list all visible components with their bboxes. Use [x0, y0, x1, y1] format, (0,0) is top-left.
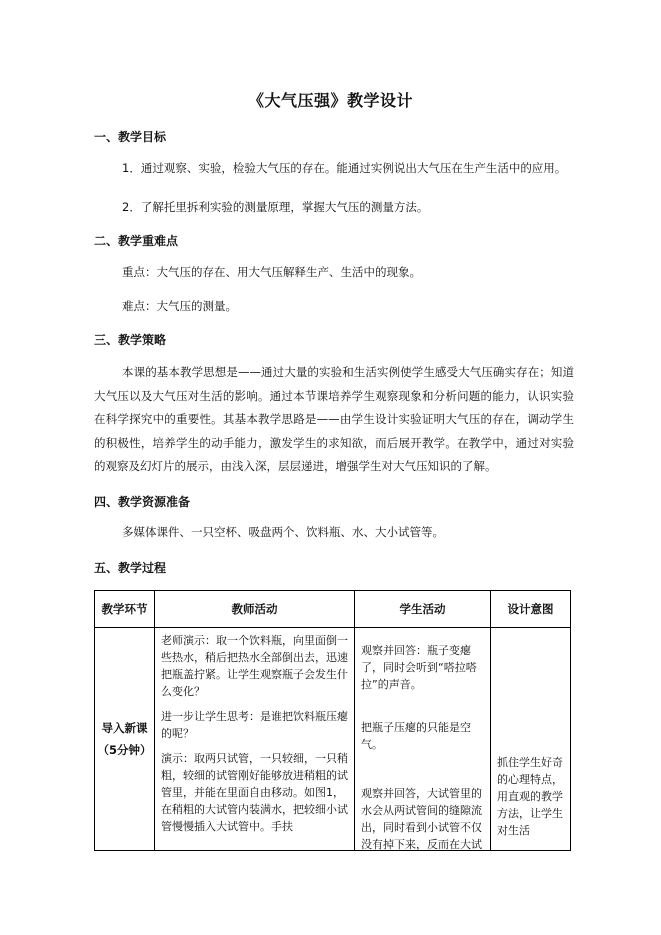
stage-name: 导入新课: [101, 721, 148, 735]
objective-item-1: 1．通过观察、实验，检验大气压的存在。能通过实例说出大气压在生产生活中的应用。: [122, 161, 567, 175]
page-title: 《大气压强》教学设计: [247, 91, 413, 110]
header-student-activity: 学生活动: [355, 591, 491, 628]
section-heading-key-points: 二、教学重难点: [94, 234, 179, 248]
resources-text: 多媒体课件、一只空杯、吸盘两个、饮料瓶、水、大小试管等。: [122, 525, 444, 539]
table-header-row: [95, 591, 571, 628]
design-intent-text: 抓住学生好奇的心理特点，用直观的教学方法，让学生对生活: [497, 756, 563, 837]
teacher-activity-3: 演示：取两只试管，一只较细，一只稍粗，较细的试管刚好能够放进稍粗的试管里，并能在里面自由移动。如图1，在稍粗的大试管内装满水，把较细小试管慢慢插入大试管中。手扶: [161, 752, 348, 833]
difficult-point-text: 难点：大气压的测量。: [122, 299, 237, 313]
section-heading-objectives: 一、教学目标: [94, 130, 167, 144]
key-point-text: 重点：大气压的存在、用大气压解释生产、生活中的现象。: [122, 265, 421, 279]
stage-duration: （5分钟）: [97, 743, 152, 757]
stage-cell: [95, 628, 155, 851]
strategy-paragraph: 本课的基本教学思想是——通过大量的实验和生活实例使学生感受大气压确实存在；知道大气压以及大气压对生活的影响。通过本节课培养学生观察现象和分析问题的能力，认识实验在科学探究中的重要性。其基本教学思路是——由学生设计实验证明大气压的存在，调动学生的积极性，培养学生的动手能力，激发学生的求知欲，而后展开教学。在教学中，通过对实验的观察及幻灯片的展示，由浅入深，层层递进，增强学生对大气压知识的了解。: [94, 365, 574, 473]
teacher-activity-1: 老师演示：取一个饮料瓶，向里面倒一些热水，稍后把热水全部倒出去，迅速把瓶盖拧紧。让学生观察瓶子会发生什么变化？: [161, 634, 348, 698]
header-stage: 教学环节: [95, 591, 155, 628]
objective-item-2: 2．了解托里拆利实验的测量原理，掌握大气压的测量方法。: [122, 200, 429, 214]
header-design-intent: 设计意图: [491, 591, 571, 628]
section-heading-strategy: 三、教学策略: [94, 333, 167, 347]
teaching-process-table: [94, 590, 571, 851]
header-teacher-activity: 教师活动: [155, 591, 355, 628]
teacher-activity-2: 进一步让学生思考：是谁把饮料瓶压瘪的呢？: [161, 710, 348, 740]
student-activity-cell: [355, 628, 491, 851]
table-row: [95, 628, 571, 851]
teacher-activity-cell: [155, 628, 355, 851]
student-activity-3: 观察并回答，大试管里的水会从两试管间的缝隙流出，同时看到小试管不仅没有掉下来，反而在大试: [361, 787, 482, 850]
section-heading-process: 五、教学过程: [94, 561, 167, 575]
design-intent-cell: [491, 628, 571, 851]
section-heading-resources: 四、教学资源准备: [94, 495, 191, 509]
student-activity-1: 观察并回答：瓶子变瘪了，同时会听到“嗒拉嗒拉”的声音。: [361, 644, 477, 691]
student-activity-2: 把瓶子压瘪的只能是空气。: [361, 721, 471, 751]
